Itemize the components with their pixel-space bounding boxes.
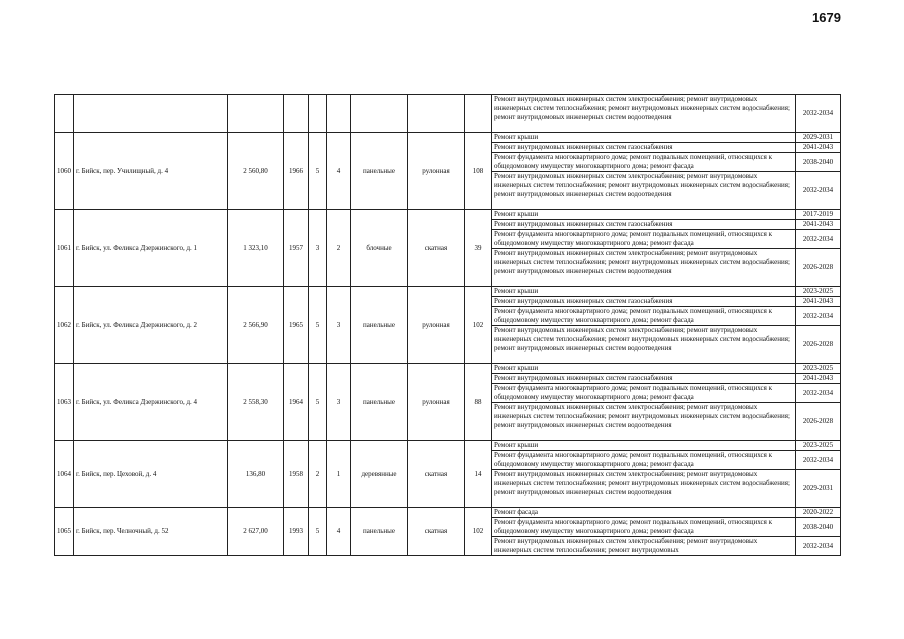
- house-address: г. Бийск, пер. Училищный, д. 4: [74, 133, 228, 210]
- flats-count: 14: [465, 441, 492, 508]
- work-description: Ремонт фундамента многоквартирного дома; ремонт подвальных помещений, относящихся к общедомовому имуществу многоквартирного дома; ремонт фасада: [492, 153, 796, 172]
- house-year: 1966: [284, 133, 309, 210]
- work-description: Ремонт фундамента многоквартирного дома; ремонт подвальных помещений, относящихся к общедомовому имуществу многоквартирного дома; ремонт фасада: [492, 518, 796, 537]
- house-area: 1 323,10: [228, 210, 284, 287]
- work-years: 2032-2034: [796, 537, 841, 556]
- house-area: 2 627,00: [228, 508, 284, 556]
- roof-type: скатная: [408, 441, 465, 508]
- flats-count: 108: [465, 133, 492, 210]
- work-description: Ремонт фундамента многоквартирного дома; ремонт подвальных помещений, относящихся к общедомовому имуществу многоквартирного дома; ремонт фасада: [492, 230, 796, 249]
- house-floors: 5: [309, 508, 327, 556]
- wall-material: блочные: [351, 210, 408, 287]
- house-address: г. Бийск, ул. Феликса Дзержинского, д. 2: [74, 287, 228, 364]
- work-description: Ремонт внутридомовых инженерных систем газоснабжения: [492, 374, 796, 384]
- work-description: Ремонт фундамента многоквартирного дома; ремонт подвальных помещений, относящихся к общедомовому имуществу многоквартирного дома; ремонт фасада: [492, 307, 796, 326]
- work-years: 2017-2019: [796, 210, 841, 220]
- house-entrances: 4: [327, 133, 351, 210]
- house-floors: 5: [309, 364, 327, 441]
- house-year: 1964: [284, 364, 309, 441]
- blank-cell: [74, 95, 228, 133]
- work-years: 2023-2025: [796, 364, 841, 374]
- work-description: Ремонт внутридомовых инженерных систем электроснабжения; ремонт внутридомовых инженерных систем теплоснабжения; ремонт внутридомовых: [492, 537, 796, 556]
- work-years: 2032-2034: [796, 451, 841, 470]
- house-number: 1065: [55, 508, 74, 556]
- house-address: г. Бийск, пер. Цеховой, д. 4: [74, 441, 228, 508]
- work-years: 2032-2034: [796, 172, 841, 210]
- work-years: 2032-2034: [796, 95, 841, 133]
- blank-cell: [408, 95, 465, 133]
- work-description: Ремонт крыши: [492, 287, 796, 297]
- work-description: Ремонт внутридомовых инженерных систем электроснабжения; ремонт внутридомовых инженерных систем теплоснабжения; ремонт внутридомовых инженерных систем водоснабжения; ремонт внутридомовых инженерных систем водоотведения: [492, 249, 796, 287]
- work-description: Ремонт внутридомовых инженерных систем электроснабжения; ремонт внутридомовых инженерных систем теплоснабжения; ремонт внутридомовых инженерных систем водоснабжения; ремонт внутридомовых инженерных систем водоотведения: [492, 326, 796, 364]
- wall-material: деревянные: [351, 441, 408, 508]
- roof-type: скатная: [408, 508, 465, 556]
- house-entrances: 3: [327, 364, 351, 441]
- work-years: 2026-2028: [796, 249, 841, 287]
- work-years: 2023-2025: [796, 441, 841, 451]
- work-years: 2026-2028: [796, 403, 841, 441]
- work-description: Ремонт внутридомовых инженерных систем электроснабжения; ремонт внутридомовых инженерных систем теплоснабжения; ремонт внутридомовых инженерных систем водоснабжения; ремонт внутридомовых инженерных систем водоотведения: [492, 95, 796, 133]
- house-area: 2 560,80: [228, 133, 284, 210]
- work-years: 2032-2034: [796, 307, 841, 326]
- blank-cell: [309, 95, 327, 133]
- house-floors: 2: [309, 441, 327, 508]
- table-row: [55, 95, 841, 133]
- roof-type: скатная: [408, 210, 465, 287]
- work-years: 2041-2043: [796, 143, 841, 153]
- work-description: Ремонт крыши: [492, 210, 796, 220]
- blank-cell: [327, 95, 351, 133]
- work-description: Ремонт внутридомовых инженерных систем газоснабжения: [492, 297, 796, 307]
- work-description: Ремонт внутридомовых инженерных систем электроснабжения; ремонт внутридомовых инженерных систем теплоснабжения; ремонт внутридомовых инженерных систем водоснабжения; ремонт внутридомовых инженерных систем водоотведения: [492, 470, 796, 508]
- table-row: [55, 133, 841, 143]
- house-entrances: 2: [327, 210, 351, 287]
- flats-count: 88: [465, 364, 492, 441]
- work-years: 2029-2031: [796, 470, 841, 508]
- flats-count: 102: [465, 287, 492, 364]
- house-entrances: 1: [327, 441, 351, 508]
- house-number: 1064: [55, 441, 74, 508]
- work-description: Ремонт фундамента многоквартирного дома; ремонт подвальных помещений, относящихся к общедомовому имуществу многоквартирного дома; ремонт фасада: [492, 384, 796, 403]
- table-row: [55, 287, 841, 297]
- table-row: [55, 210, 841, 220]
- work-description: Ремонт фундамента многоквартирного дома; ремонт подвальных помещений, относящихся к общедомовому имуществу многоквартирного дома; ремонт фасада: [492, 451, 796, 470]
- house-number: 1062: [55, 287, 74, 364]
- blank-cell: [351, 95, 408, 133]
- blank-cell: [465, 95, 492, 133]
- house-floors: 5: [309, 133, 327, 210]
- roof-type: рулонная: [408, 133, 465, 210]
- table-row: [55, 441, 841, 451]
- roof-type: рулонная: [408, 364, 465, 441]
- house-area: 2 566,90: [228, 287, 284, 364]
- house-floors: 3: [309, 210, 327, 287]
- house-address: г. Бийск, ул. Феликса Дзержинского, д. 1: [74, 210, 228, 287]
- house-number: 1060: [55, 133, 74, 210]
- flats-count: 102: [465, 508, 492, 556]
- work-description: Ремонт внутридомовых инженерных систем электроснабжения; ремонт внутридомовых инженерных систем теплоснабжения; ремонт внутридомовых инженерных систем водоснабжения; ремонт внутридомовых инженерных систем водоотведения: [492, 172, 796, 210]
- wall-material: панельные: [351, 287, 408, 364]
- house-number: 1063: [55, 364, 74, 441]
- house-address: г. Бийск, пер. Челночный, д. 52: [74, 508, 228, 556]
- work-description: Ремонт внутридомовых инженерных систем электроснабжения; ремонт внутридомовых инженерных систем теплоснабжения; ремонт внутридомовых инженерных систем водоснабжения; ремонт внутридомовых инженерных систем водоотведения: [492, 403, 796, 441]
- work-years: 2038-2040: [796, 518, 841, 537]
- house-year: 1993: [284, 508, 309, 556]
- work-years: 2041-2043: [796, 220, 841, 230]
- work-years: 2038-2040: [796, 153, 841, 172]
- house-entrances: 3: [327, 287, 351, 364]
- work-description: Ремонт крыши: [492, 364, 796, 374]
- page-number: 1679: [812, 10, 841, 25]
- house-number: 1061: [55, 210, 74, 287]
- house-area: 2 558,30: [228, 364, 284, 441]
- blank-cell: [55, 95, 74, 133]
- work-years: 2026-2028: [796, 326, 841, 364]
- house-area: 136,80: [228, 441, 284, 508]
- house-address: г. Бийск, ул. Феликса Дзержинского, д. 4: [74, 364, 228, 441]
- work-years: 2032-2034: [796, 384, 841, 403]
- wall-material: панельные: [351, 133, 408, 210]
- blank-cell: [284, 95, 309, 133]
- work-description: Ремонт внутридомовых инженерных систем газоснабжения: [492, 143, 796, 153]
- work-years: 2041-2043: [796, 297, 841, 307]
- table-row: [55, 364, 841, 374]
- repair-schedule-table: [54, 94, 841, 556]
- roof-type: рулонная: [408, 287, 465, 364]
- house-entrances: 4: [327, 508, 351, 556]
- work-description: Ремонт крыши: [492, 441, 796, 451]
- house-year: 1965: [284, 287, 309, 364]
- work-years: 2041-2043: [796, 374, 841, 384]
- flats-count: 39: [465, 210, 492, 287]
- table-row: [55, 508, 841, 518]
- work-description: Ремонт крыши: [492, 133, 796, 143]
- wall-material: панельные: [351, 364, 408, 441]
- work-years: 2029-2031: [796, 133, 841, 143]
- work-years: 2032-2034: [796, 230, 841, 249]
- wall-material: панельные: [351, 508, 408, 556]
- house-floors: 5: [309, 287, 327, 364]
- house-year: 1958: [284, 441, 309, 508]
- house-year: 1957: [284, 210, 309, 287]
- work-description: Ремонт фасада: [492, 508, 796, 518]
- work-years: 2020-2022: [796, 508, 841, 518]
- work-years: 2023-2025: [796, 287, 841, 297]
- blank-cell: [228, 95, 284, 133]
- work-description: Ремонт внутридомовых инженерных систем газоснабжения: [492, 220, 796, 230]
